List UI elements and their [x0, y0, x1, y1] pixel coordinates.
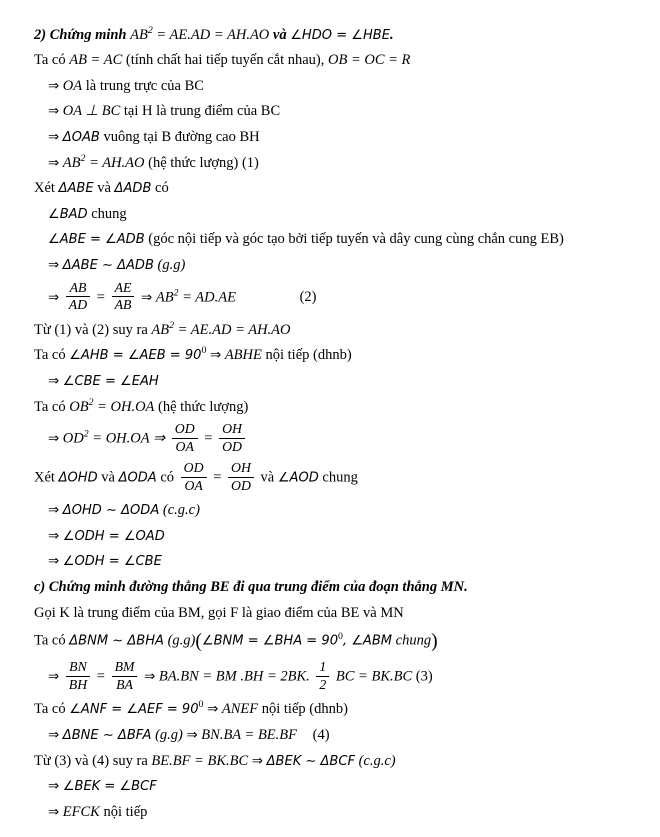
l23-similarity: ΔBNM ∼ ΔBHA	[69, 633, 164, 649]
proof-line-6	[34, 150, 630, 176]
fraction-oh-od	[228, 461, 254, 493]
l17-tail: chung	[322, 469, 358, 486]
l15-lead: Ta có	[34, 398, 66, 415]
proof-line-5	[34, 124, 630, 150]
l23-paren-close: )	[431, 631, 438, 653]
l15-eq: = OH.OA	[97, 398, 155, 415]
l23-angle-eq: ∠BNM = ∠BHA = 90	[201, 633, 338, 649]
l7-lead: Xét	[34, 180, 55, 197]
l13-angle-eq: ∠AHB = ∠AEB = 90	[69, 348, 202, 364]
l15-term: OB	[69, 398, 89, 415]
heading-exponent: 2	[147, 24, 153, 36]
l16-equals: =	[204, 430, 213, 447]
l28-angle-eq: ∠BEK = ∠BCF	[62, 779, 157, 795]
l7-tri1: ΔABE	[58, 181, 94, 197]
l4-text: tại H là trung điểm của BC	[123, 103, 281, 120]
l17-has: có	[160, 469, 175, 486]
implies-icon: ⇒	[251, 753, 263, 769]
l7-tail: có	[155, 180, 169, 197]
proof-line-14	[34, 368, 630, 394]
fraction-denominator: BH	[68, 676, 88, 692]
l16-exponent: 2	[83, 428, 89, 440]
l12-exponent: 2	[169, 319, 175, 331]
proof-line-18	[34, 498, 630, 524]
l6-term: AB	[62, 154, 81, 171]
proof-line-17	[34, 459, 630, 498]
implies-icon: ⇒	[48, 554, 60, 570]
l3-text: là trung trực của BC	[85, 77, 204, 94]
implies-icon: ⇒	[48, 779, 60, 795]
l18-similarity: ΔOHD ∼ ΔODA	[62, 503, 160, 519]
l15-exponent: 2	[88, 396, 94, 408]
l29-quad: EFCK	[62, 803, 100, 820]
heading-c-text: c) Chứng minh đường thẳng BE đi qua trung điểm của đoạn thẳng MN.	[34, 579, 468, 596]
l23-paren-open: (	[195, 631, 202, 653]
l25-text: nội tiếp (dhnb)	[261, 701, 348, 718]
l24-eq2: BC = BK.BC	[335, 668, 413, 685]
fraction-bn-bh	[66, 660, 90, 692]
l27-lead: Từ (3) và (4) suy ra	[34, 752, 148, 769]
section-heading-2	[34, 22, 630, 48]
l12-term: AB	[151, 321, 170, 338]
proof-line-2	[34, 48, 630, 74]
proof-line-15	[34, 394, 630, 420]
l3-term: OA	[62, 77, 83, 94]
implies-icon: ⇒	[207, 702, 219, 718]
l10-similarity: ΔABE ∼ ΔADB	[62, 258, 154, 274]
l17-and2: và	[260, 469, 275, 486]
l27-similarity: ΔBEK ∼ ΔBCF	[266, 753, 355, 769]
l11-label: (2)	[299, 289, 317, 306]
fraction-numerator: AB	[66, 281, 90, 297]
l24-equals: =	[96, 668, 105, 685]
l17-tri2: ΔODA	[118, 470, 157, 486]
implies-icon: ⇒	[48, 804, 60, 820]
proof-line-12	[34, 317, 630, 343]
fraction-oh-od	[219, 422, 245, 454]
implies-icon: ⇒	[48, 258, 60, 274]
l23-lead: Ta có	[34, 632, 66, 649]
implies-icon: ⇒	[141, 290, 153, 306]
l17-tri1: ΔOHD	[58, 470, 98, 486]
l11-eq: = AD.AE	[182, 289, 236, 306]
heading-period: .	[389, 26, 394, 43]
proof-line-13	[34, 343, 630, 369]
l5-text: vuông tại B đường cao BH	[103, 128, 260, 145]
proof-line-7	[34, 176, 630, 202]
proof-line-20	[34, 549, 630, 575]
proof-line-28	[34, 774, 630, 800]
fraction-denominator: OD	[231, 477, 251, 493]
l6-exponent: 2	[80, 152, 86, 164]
fraction-numerator: OD	[181, 461, 207, 477]
l5-triangle: ΔOAB	[62, 129, 100, 145]
implies-icon: ⇒	[48, 431, 60, 447]
proof-line-10	[34, 253, 630, 279]
l20-angle-eq: ∠ODH = ∠CBE	[62, 554, 162, 570]
proof-line-23	[34, 626, 630, 658]
proof-line-11	[34, 278, 630, 317]
l26-label: (4)	[312, 726, 330, 743]
l4-term: OA ⊥ BC	[62, 103, 121, 120]
proof-line-25	[34, 697, 630, 723]
l7-and: và	[97, 180, 111, 197]
l15-note: (hệ thức lượng)	[158, 398, 249, 415]
l22-text: Gọi K là trung điểm của BM, gọi F là giao điểm của BE và MN	[34, 604, 404, 621]
heading-conjunction: và	[272, 26, 287, 43]
l17-angle: ∠AOD	[277, 470, 319, 486]
l13-quad: ABHE	[224, 347, 262, 364]
fraction-numerator: BN	[66, 660, 90, 676]
fraction-numerator: AE	[112, 281, 135, 297]
fraction-denominator: BA	[116, 676, 133, 692]
fraction-denominator: AB	[114, 297, 132, 313]
l8-angle: ∠BAD	[48, 206, 88, 222]
implies-icon: ⇒	[48, 290, 60, 306]
fraction-denominator: OA	[184, 477, 203, 493]
l23-degree: 0	[338, 631, 343, 643]
l26-similarity: ΔBNE ∼ ΔBFA	[62, 727, 152, 743]
fraction-ae-ab	[112, 281, 135, 313]
implies-icon: ⇒	[48, 155, 60, 171]
l18-reason: (c.g.c)	[162, 502, 200, 519]
l8-text: chung	[91, 205, 127, 222]
l13-degree: 0	[201, 345, 207, 357]
proof-line-27	[34, 748, 630, 774]
proof-line-3	[34, 73, 630, 99]
l11-exponent: 2	[173, 287, 179, 299]
l9-text: (góc nội tiếp và góc tạo bởi tiếp tuyến và dây cung cùng chắn cung EB)	[148, 231, 564, 248]
l17-equals: =	[213, 469, 222, 486]
implies-icon: ⇒	[48, 373, 60, 389]
heading-prefix: 2) Chứng minh	[34, 26, 127, 43]
implies-icon: ⇒	[210, 348, 222, 364]
proof-line-9	[34, 227, 630, 253]
l27-reason: (c.g.c)	[358, 752, 396, 769]
proof-line-4	[34, 99, 630, 125]
l26-eq: BN.BA = BE.BF	[201, 726, 297, 743]
l16-term: OD	[62, 430, 84, 447]
l12-lead: Từ (1) và (2) suy ra	[34, 321, 148, 338]
heading-expr-ab: AB	[130, 26, 148, 43]
fraction-bm-ba	[112, 660, 138, 692]
implies-icon: ⇒	[48, 503, 60, 519]
l23-reason: (g.g)	[167, 632, 196, 649]
l24-eq1: BA.BN = BM .BH = 2BK.	[158, 668, 310, 685]
implies-icon: ⇒	[48, 528, 60, 544]
proof-line-26	[34, 722, 630, 748]
l9-angle-eq: ∠ABE = ∠ADB	[48, 232, 145, 248]
fraction-denominator: 2	[319, 676, 327, 692]
proof-line-29	[34, 799, 630, 825]
l2-lead: Ta có	[34, 52, 66, 69]
l13-lead: Ta có	[34, 347, 66, 364]
l2-note: (tính chất hai tiếp tuyến cắt nhau),	[125, 52, 325, 69]
l25-quad: ANEF	[221, 701, 259, 718]
fraction-od-oa	[181, 461, 207, 493]
fraction-denominator: OD	[222, 438, 242, 454]
section-heading-c	[34, 575, 630, 601]
fraction-numerator: OH	[219, 422, 245, 438]
l27-eq: BE.BF = BK.BC	[151, 752, 249, 769]
l6-note: (hệ thức lượng) (1)	[148, 154, 259, 171]
implies-icon: ⇒	[48, 727, 60, 743]
l16-eq: = OH.OA ⇒	[92, 430, 166, 447]
implies-icon: ⇒	[186, 727, 198, 743]
fraction-numerator: BM	[112, 660, 138, 676]
fraction-denominator: AD	[68, 297, 88, 313]
l11-equals: =	[96, 289, 105, 306]
l12-eq: = AE.AD = AH.AO	[177, 321, 291, 338]
implies-icon: ⇒	[48, 669, 60, 685]
l24-label: (3)	[415, 668, 433, 685]
fraction-denominator: OA	[175, 438, 194, 454]
heading-equation: = AE.AD = AH.AO	[156, 26, 270, 43]
l25-angle-eq: ∠ANF = ∠AEF = 90	[69, 702, 199, 718]
l23-angle2: , ∠ABM	[342, 633, 393, 649]
fraction-numerator: 1	[316, 660, 329, 676]
proof-line-19	[34, 523, 630, 549]
proof-line-24	[34, 658, 630, 697]
fraction-one-half	[316, 660, 329, 692]
l17-lead: Xét	[34, 469, 55, 486]
l29-text: nội tiếp	[103, 803, 148, 820]
l23-chung: chung	[395, 632, 432, 649]
l13-text: nội tiếp (dhnb)	[265, 347, 352, 364]
l10-reason: (g.g)	[157, 257, 186, 274]
fraction-numerator: OH	[228, 461, 254, 477]
proof-line-22	[34, 600, 630, 626]
l17-and: và	[101, 469, 115, 486]
fraction-ab-ad	[66, 281, 90, 313]
l25-degree: 0	[198, 699, 204, 711]
implies-icon: ⇒	[48, 78, 60, 94]
heading-angle-equation: ∠HDO = ∠HBE	[290, 27, 390, 43]
l2-eq2: OB = OC = R	[327, 52, 411, 69]
l14-angle-eq: ∠CBE = ∠EAH	[62, 373, 159, 389]
implies-icon: ⇒	[48, 129, 60, 145]
l26-reason: (g.g)	[155, 726, 183, 743]
l11-term: AB	[155, 289, 174, 306]
proof-line-16	[34, 420, 630, 459]
l6-eq: = AH.AO	[89, 154, 145, 171]
implies-icon: ⇒	[48, 104, 60, 120]
l25-lead: Ta có	[34, 701, 66, 718]
proof-line-8	[34, 201, 630, 227]
implies-icon: ⇒	[144, 669, 156, 685]
l19-angle-eq: ∠ODH = ∠OAD	[62, 528, 165, 544]
l7-tri2: ΔADB	[114, 181, 152, 197]
fraction-od-oa	[172, 422, 198, 454]
l2-eq: AB = AC	[69, 52, 123, 69]
fraction-numerator: OD	[172, 422, 198, 438]
